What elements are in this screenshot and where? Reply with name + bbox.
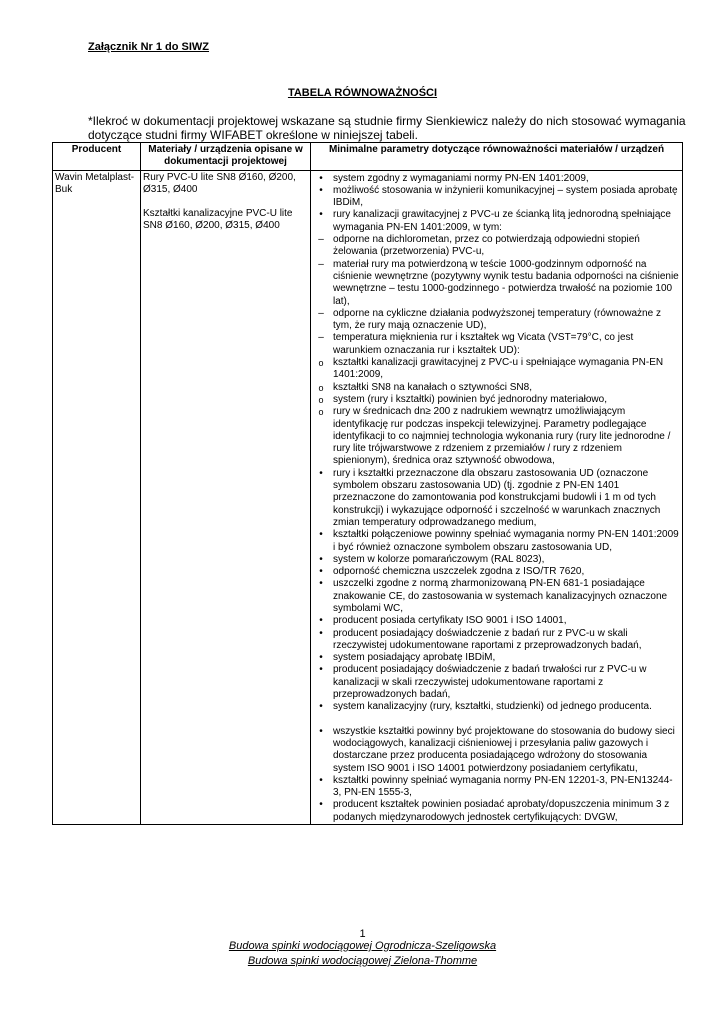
producer-cell [53, 170, 141, 824]
circle-bullet-icon [315, 357, 327, 370]
dash-icon [315, 259, 327, 271]
header-producer: Producent [53, 143, 141, 171]
equivalence-table [52, 142, 683, 825]
parameter-item [315, 406, 679, 467]
parameters-list [311, 171, 682, 824]
bullet-icon [315, 209, 327, 221]
parameter-text: system w kolorze pomarańczowym (RAL 8023), [333, 553, 545, 565]
parameter-item [315, 775, 679, 800]
parameter-item [315, 628, 679, 653]
parameter-text: odporne na cykliczne działania podwyższonej temperatury (równoważne z tym, że rury mają oznaczenie UD), [333, 307, 661, 332]
header-materials: Materiały / urządzenia opisane w dokumentacji projektowej [141, 143, 311, 171]
parameter-item [315, 185, 679, 210]
parameter-text: kształtki SN8 na kanałach o sztywności SN8, [333, 381, 532, 393]
parameter-text: materiał rury ma potwierdzoną w teście 1000-godzinnym odporność na ciśnienie wewnętrzne (pozytywny wynik testu badania odporności na ciśnienie wewnętrzne – testu 1000-godzinnego - potwierdza trwałość na poziomie 100 lat), [333, 258, 679, 307]
parameter-item [315, 529, 679, 554]
parameter-text: kształtki powinny spełniać wymagania normy PN-EN 12201-3, PN-EN13244-3, PN-EN 1555-3, [333, 774, 673, 799]
material-item: Rury PVC-U lite SN8 Ø160, Ø200, Ø315, Ø400 [143, 171, 296, 195]
parameter-item [315, 615, 679, 627]
parameter-item [315, 652, 679, 664]
document-title: TABELA RÓWNOWAŻNOŚCI [287, 87, 438, 99]
bullet-icon [315, 554, 327, 566]
circle-bullet-icon [315, 382, 327, 395]
parameter-item [315, 554, 679, 566]
parameter-item [315, 726, 679, 775]
table-header-row [53, 143, 683, 171]
parameter-item [315, 308, 679, 333]
parameter-item [315, 173, 679, 185]
bullet-icon [315, 615, 327, 627]
parameter-text: producent kształtek powinien posiadać aprobaty/dopuszczenia minimum 3 z podanych międzynarodowych jednostek certyfikujących: DVGW, [333, 799, 670, 823]
parameter-text: producent posiada certyfikaty ISO 9001 i ISO 14001, [333, 615, 567, 627]
parameter-text: system posiadający aprobatę IBDiM, [333, 652, 496, 664]
bullet-icon [315, 664, 327, 676]
bullet-icon [315, 701, 327, 713]
bullet-icon [315, 775, 327, 787]
parameter-text: możliwość stosowania w inżynierii komunikacyjnej – system posiada aprobatę IBDiM, [333, 184, 678, 209]
header-parameters: Minimalne parametry dotyczące równoważności materiałów / urządzeń [311, 143, 683, 171]
bullet-icon [315, 652, 327, 664]
footer-line-1: Budowa spinki wodociągowej Ogrodnicza-Szeligowska [228, 940, 497, 952]
materials-cell [141, 170, 311, 824]
parameter-item [315, 468, 679, 529]
table-row [53, 170, 683, 824]
parameter-item [315, 382, 679, 394]
parameter-text: odporne na dichlorometan, przez co potwierdzają odpowiedni stopień żelowania (przetworzenia) PVC-u, [333, 234, 640, 258]
bullet-icon [315, 173, 327, 185]
parameter-text: system (rury i kształtki) powinien być jednorodny materiałowo, [333, 393, 607, 405]
parameter-item [315, 209, 679, 234]
parameter-item [315, 566, 679, 578]
parameter-item [315, 259, 679, 308]
bullet-icon [315, 529, 327, 541]
parameter-text: producent posiadający doświadczenie z badań rur z PVC-u w skali rzeczywistej udokumentowane raportami z przeprowadzonych badań, [333, 627, 642, 651]
bullet-icon [315, 566, 327, 578]
bullet-icon [315, 468, 327, 480]
parameter-text: wszystkie kształtki powinny być projektowane do stosowania do budowy sieci wodociągowych, kanalizacji ciśnieniowej i przesyłania paliw gazowych i dostarczane przez producenta posiadającego wdrożony do stosowania system ISO 9001 i ISO 14001 potwierdzony posiadaniem certyfikatu, [333, 725, 675, 774]
footer-line-2: Budowa spinki wodociągowej Zielona-Thomme [247, 955, 478, 967]
circle-bullet-icon [315, 406, 327, 419]
parameter-item [315, 357, 679, 382]
parameter-item [315, 664, 679, 701]
parameter-item [315, 701, 679, 713]
parameter-text: kształtki kanalizacji grawitacyjnej z PVC-u i spełniające wymagania PN-EN 1401:2009, [333, 357, 664, 381]
parameter-item [315, 578, 679, 615]
parameter-text: kształtki połączeniowe powinny spełniać wymagania normy PN-EN 1401:2009 i być również oznaczone symbolem obszaru zastosowania UD, [333, 529, 679, 553]
bullet-icon [315, 628, 327, 640]
parameter-text: odporność chemiczna uszczelek zgodna z ISO/TR 7620, [333, 566, 585, 578]
parameter-item [315, 234, 679, 259]
page-number: 1 [359, 928, 366, 940]
circle-bullet-icon [315, 394, 327, 407]
bullet-icon [315, 185, 327, 197]
parameter-text: rury kanalizacji grawitacyjnej z PVC-u ze ścianką litą jednorodną spełniające wymagania PN-EN 1401:2009, w tym: [333, 209, 671, 233]
parameter-text: temperatura mięknienia rur i kształtek wg Vicata (VST=79°C, co jest warunkiem oznaczania rur i kształtek UD): [333, 332, 634, 356]
parameter-item [315, 394, 679, 406]
parameter-text: system kanalizacyjny (rury, kształtki, studzienki) od jednego producenta. [333, 701, 652, 713]
bullet-icon [315, 799, 327, 811]
dash-icon [315, 332, 327, 344]
material-item: Kształtki kanalizacyjne PVC-U lite SN8 Ø160, Ø200, Ø315, Ø400 [143, 208, 293, 232]
parameter-text: system zgodny z wymaganiami normy PN-EN 1401:2009, [333, 172, 589, 184]
bullet-icon [315, 578, 327, 590]
parameter-text: rury w średnicach dn≥ 200 z nadrukiem wewnątrz umożliwiającym identyfikację rur podczas inspekcji telewizyjnej. Parametry podlegające identyfikacji to co najmniej technologia wykonania rury (rury lite jednorodne / rury lite trójwarstwowe z rdzeniem z przemiałów / rury z rdzeniem spienionym), średnica oraz sztywność obwodowa, [333, 406, 671, 467]
parameter-text: uszczelki zgodne z normą zharmonizowaną PN-EN 681-1 posiadające znakowanie CE, do zastosowania w systemach kanalizacyjnych oznaczone symbolami WC, [333, 578, 668, 614]
dash-icon [315, 308, 327, 320]
attachment-header: Załącznik Nr 1 do SIWZ [88, 41, 210, 53]
dash-icon [315, 234, 327, 246]
parameters-cell [311, 170, 683, 824]
intro-paragraph: *Ilekroć w dokumentacji projektowej wskazane są studnie firmy Sienkiewicz należy do nich stosować wymagania dotyczące studni firmy WIFABET określone w niniejszej tabeli. [88, 114, 686, 142]
parameter-text: producent posiadający doświadczenie z badań trwałości rur z PVC-u w kanalizacji w skali rzeczywistej udokumentowane raportami z przeprowadzonych badań, [333, 664, 647, 701]
producer-name: Wavin Metalplast-Buk [55, 171, 135, 195]
bullet-icon [315, 726, 327, 738]
parameter-text: rury i kształtki przeznaczone dla obszaru zastosowania UD (oznaczone symbolem obszaru zastosowania UD) (tj. zgodnie z PN-EN 1401 przeznaczone do zamontowania pod konstrukcjami budowli i 1 m od tych konstrukcji) i wykazujące odporność i szczelność w warunkach znacznych zmian temperatury odprowadzanego medium, [333, 467, 661, 528]
parameter-item [315, 799, 679, 824]
parameter-item [315, 332, 679, 357]
